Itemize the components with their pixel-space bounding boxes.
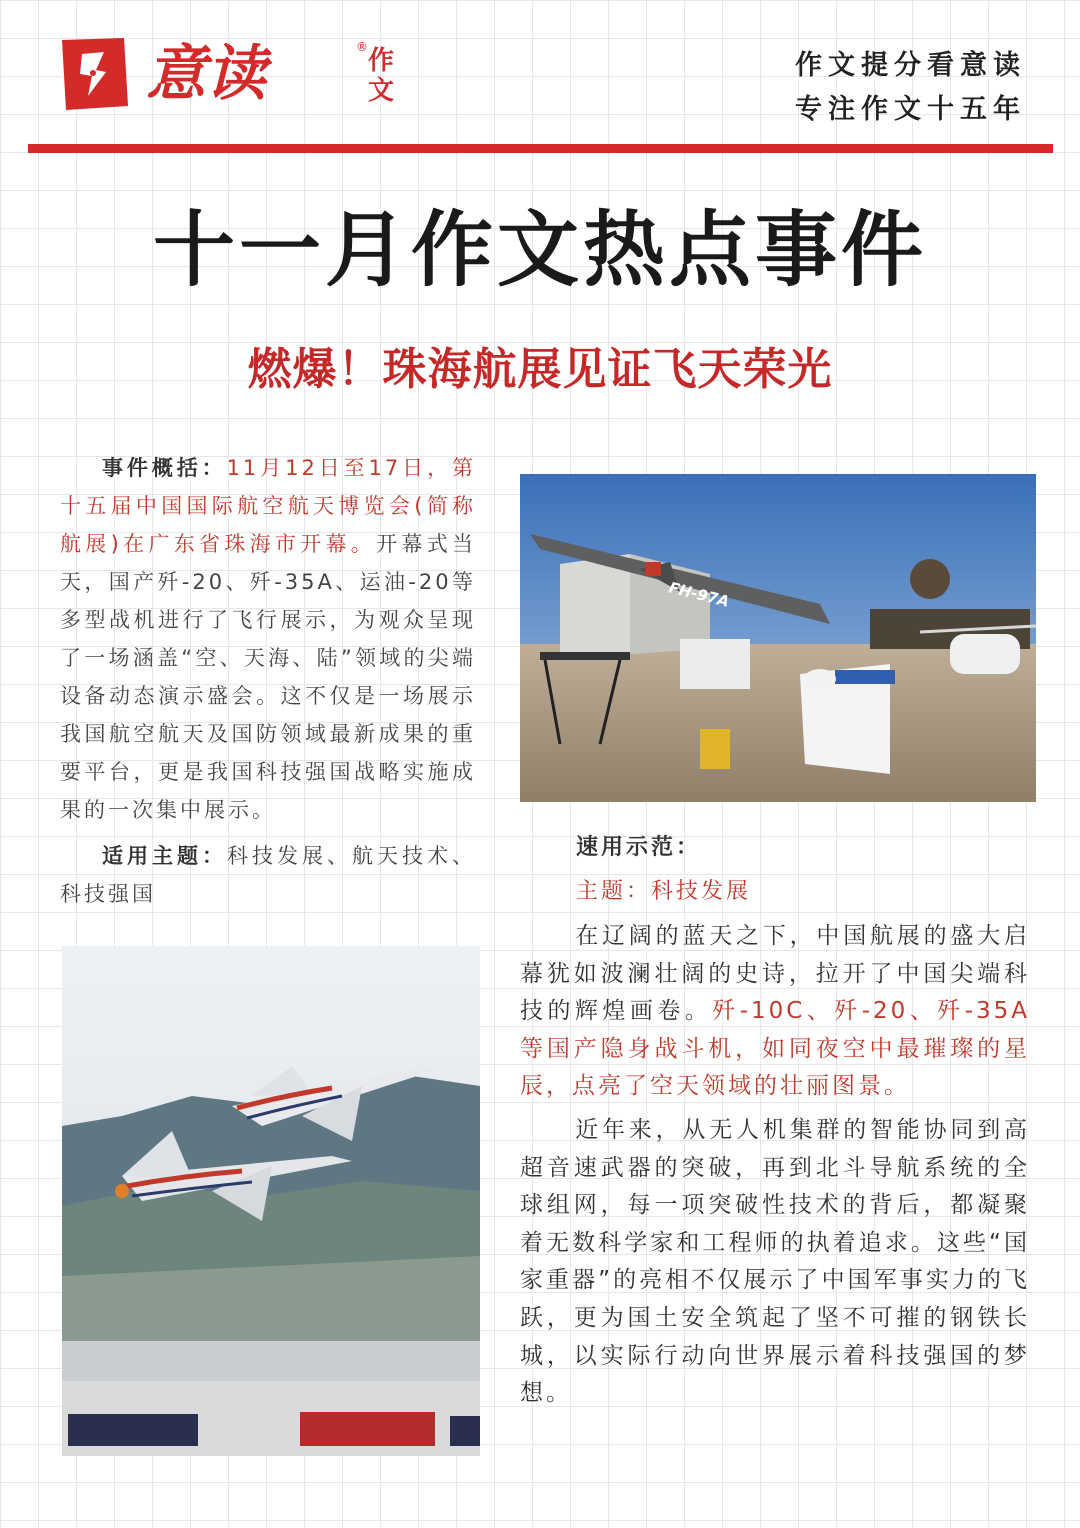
missile-marking: FH-97A [667, 578, 732, 611]
themes-text: 科技发展、航天技术、科技强国 [60, 844, 476, 906]
brand-sub: 作文 [368, 46, 395, 106]
brand-logo [56, 34, 395, 114]
example-p1-plain: 在辽阔的蓝天之下，中国航展的盛大启幕犹如波澜壮阔的史诗，拉开了中国尖端科技的辉煌画卷。 [520, 923, 1030, 1025]
fighter-jets-photo [62, 946, 480, 1456]
registered-mark: ® [356, 40, 368, 54]
header-divider [28, 144, 1053, 153]
example-paragraph-1 [520, 918, 1030, 1106]
summary-highlight: 11月12日至17日，第十五届中国国际航空航天博览会(简称航展)在广东省珠海市开幕。 [60, 456, 477, 556]
example-label: 速用示范： [576, 835, 702, 860]
themes-paragraph [60, 837, 476, 913]
page-subtitle: 燃爆！珠海航展见证飞天荣光 [247, 344, 833, 395]
slogan-line-1: 作文提分看意读 [795, 50, 1026, 81]
example-p1-highlight: 歼-10C、歼-20、歼-35A等国产隐身战斗机，如同夜空中最璀璨的星辰，点亮了空天领域的壮丽图景。 [520, 998, 1030, 1100]
example-theme: 主题：科技发展 [576, 879, 752, 904]
summary-paragraph [60, 449, 476, 829]
slogan-line-2: 专注作文十五年 [795, 94, 1026, 125]
example-paragraph-2: 近年来，从无人机集群的智能协同到高超音速武器的突破，再到北斗导航系统的全球组网，每一项突破性技术的背后，都凝聚着无数科学家和工程师的执着追求。这些“国家重器”的亮相不仅展示了中国军事实力的飞跃，更为国土安全筑起了坚不可摧的钢铁长城，以实际行动向世界展示着科技强国的梦想。 [520, 1116, 1030, 1407]
fighter-jets-illustration [62, 946, 480, 1456]
usage-example [520, 826, 1030, 1413]
themes-label: 适用主题： [102, 844, 227, 868]
summary-label: 事件概括： [102, 456, 227, 480]
airshow-ground-photo [520, 474, 1036, 802]
event-summary [60, 449, 476, 913]
brand-name: 意读 [146, 39, 266, 109]
summary-text: 开幕式当天，国产歼-20、歼-35A、运油-20等多型战机进行了飞行展示，为观众呈现了一场涵盖“空、天海、陆”领域的尖端设备动态演示盛会。这不仅是一场展示我国航空航天及国防领域最新成果的重要平台，更是我国科技强国战略实施成果的一次集中展示。 [60, 532, 476, 822]
airshow-ground-illustration [520, 474, 1036, 802]
page-title: 十一月作文热点事件 [152, 203, 927, 298]
slogan [795, 44, 1026, 132]
pen-logo-icon [56, 36, 130, 112]
